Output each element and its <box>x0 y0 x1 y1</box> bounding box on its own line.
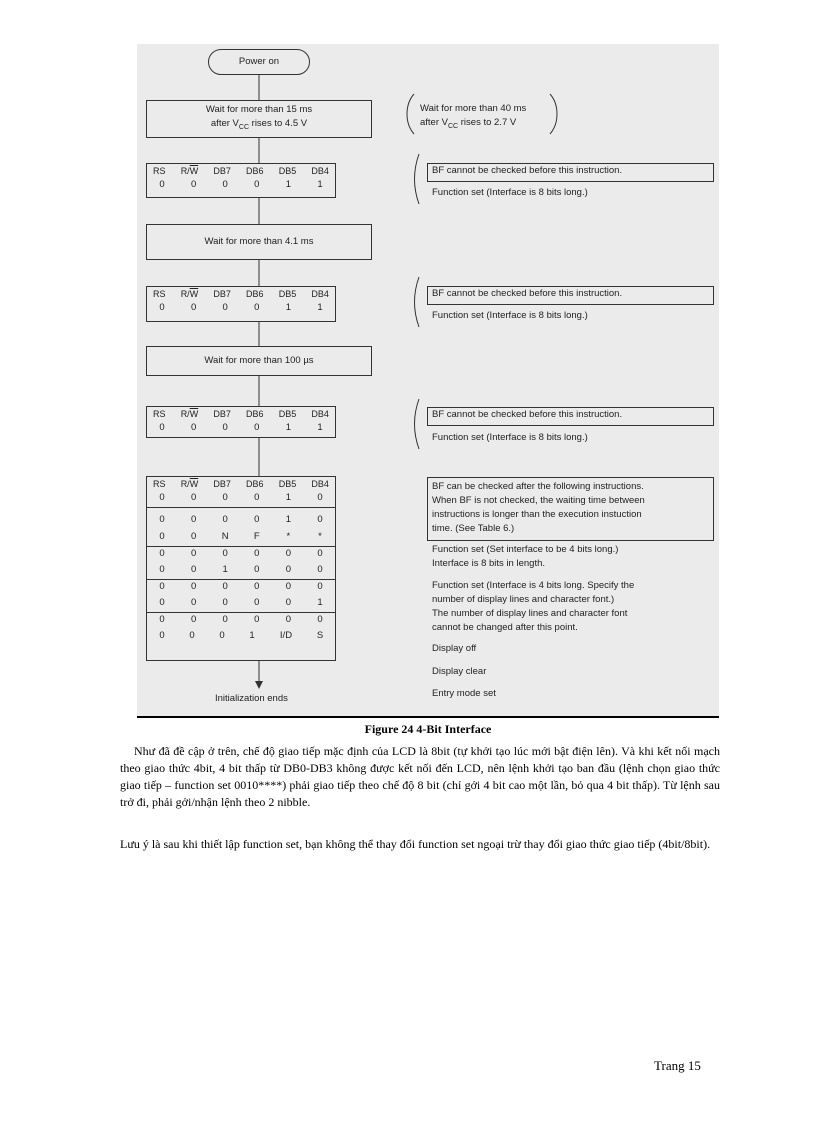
wait-40ms-note: Wait for more than 40 ms after $V_{CC}$ rises to 2.7 V <box>420 103 527 130</box>
bf-cannot-note-1: BF cannot be checked before this instruction. <box>427 163 714 182</box>
function-set-8bit-note-2: Function set (Interface is 8 bits long.) <box>432 310 588 321</box>
instruction-box-final <box>146 476 336 661</box>
wait-15ms-label: Wait for more than 15 ms <box>205 104 313 116</box>
function-set-8bit-note-3: Function set (Interface is 8 bits long.) <box>432 432 588 443</box>
instruction-bits: 0 0 0 0 1 1 <box>159 422 323 433</box>
bracket-left <box>415 277 420 327</box>
figure-rule <box>137 716 719 718</box>
instruction-header: RS $R/\overline{W}$ DB7 DB6 DB5 DB4 <box>153 479 329 489</box>
wait-100us-label: Wait for more than 100 µs <box>204 355 314 366</box>
instruction-header: RS $R/\overline{W}$ DB7 DB6 DB5 DB4 <box>153 289 329 299</box>
figure-caption: Figure 24 4-Bit Interface <box>364 722 492 736</box>
instruction-row: 0 0 0 0 1 0 <box>147 507 335 530</box>
display-clear-note: Display clear <box>432 666 487 677</box>
instruction-row: 0 0 0 0 0 1 <box>159 597 323 608</box>
display-off-note: Display off <box>432 643 477 654</box>
wait-15ms-condition: after $V_{CC}$ rises to 4.5 V <box>210 118 308 131</box>
initialization-ends-label: Initialization ends <box>215 693 288 704</box>
instruction-row: 0 0 0 0 0 0 <box>147 579 335 596</box>
bf-can-note: BF can be checked after the following instructions. When BF is not checked, the waiting time between instructions is longer than the execution instuction time. (See Table 6.) <box>427 477 714 541</box>
function-set-8bit-note-1: Function set (Interface is 8 bits long.) <box>432 187 588 198</box>
power-on-label: Power on <box>238 56 280 67</box>
instruction-row: 0 0 1 0 0 0 <box>159 564 323 575</box>
instruction-box-1 <box>146 163 336 198</box>
wait-4ms-label: Wait for more than 4.1 ms <box>204 236 314 247</box>
instruction-row: 0 0 0 1 I/D S <box>159 630 324 641</box>
power-on-node <box>208 49 310 75</box>
bracket-left <box>415 399 420 449</box>
instruction-row: 0 0 0 0 1 0 <box>159 492 323 503</box>
instruction-box-2 <box>146 286 336 322</box>
function-set-4bit-note: Function set (Set interface to be 4 bits long.) Interface is 8 bits in length. <box>432 544 619 569</box>
instruction-row: 0 0 0 0 0 0 <box>147 546 335 563</box>
page-number: Trang 15 <box>654 1058 701 1073</box>
entry-mode-note: Entry mode set <box>432 688 496 699</box>
bracket-left <box>407 94 414 134</box>
instruction-bits: 0 0 0 0 1 1 <box>159 179 323 190</box>
wait-15ms-box <box>146 100 372 138</box>
paragraph-1: Như đã đề cập ở trên, chế độ giao tiếp mặc định của LCD là 8bit (tự khởi tạo lúc mới bật điện lên). Và khi kết nối mạch theo giao thức 4bit, 4 bit thấp từ DB0-DB3 không được kết nối đến LCD, nên lệnh khởi tạo ban đầu (lệnh chọn giao thức giao tiếp – function set 0010****) phải giao tiếp theo chế độ 8 bit (chỉ gởi 4 bit cao một lần, bỏ qua 4 bit thấp). Từ lệnh sau trở đi, phải gởi/nhận lệnh theo 2 nibble. <box>120 744 720 809</box>
instruction-row: 0 0 0 0 0 0 <box>147 612 335 629</box>
instruction-header: RS $R/\overline{W}$ DB7 DB6 DB5 DB4 <box>153 409 329 419</box>
flowchart-figure <box>137 44 719 716</box>
instruction-box-3 <box>146 406 336 438</box>
bf-cannot-note-3: BF cannot be checked before this instruction. <box>427 407 714 426</box>
instruction-bits: 0 0 0 0 1 1 <box>159 302 323 313</box>
paragraph-2: Lưu ý là sau khi thiết lập function set, bạn không thể thay đổi function set ngoại trừ thay đổi giao thức giao tiếp (4bit/8bit). <box>120 837 711 851</box>
instruction-header: RS $R/\overline{W}$ DB7 DB6 DB5 DB4 <box>153 166 329 176</box>
bf-cannot-note-2: BF cannot be checked before this instruction. <box>427 286 714 305</box>
arrow-head <box>255 681 263 689</box>
bracket-left <box>415 154 420 204</box>
wait-4ms-box <box>146 224 372 260</box>
function-set-lines-note: Function set (Interface is 4 bits long. Specify the number of display lines and character font.) The number of display lines and character font cannot be changed after this point. <box>432 580 635 633</box>
instruction-row: 0 0 N F * * <box>159 531 322 542</box>
bracket-right <box>550 94 557 134</box>
wait-100us-box <box>146 346 372 376</box>
